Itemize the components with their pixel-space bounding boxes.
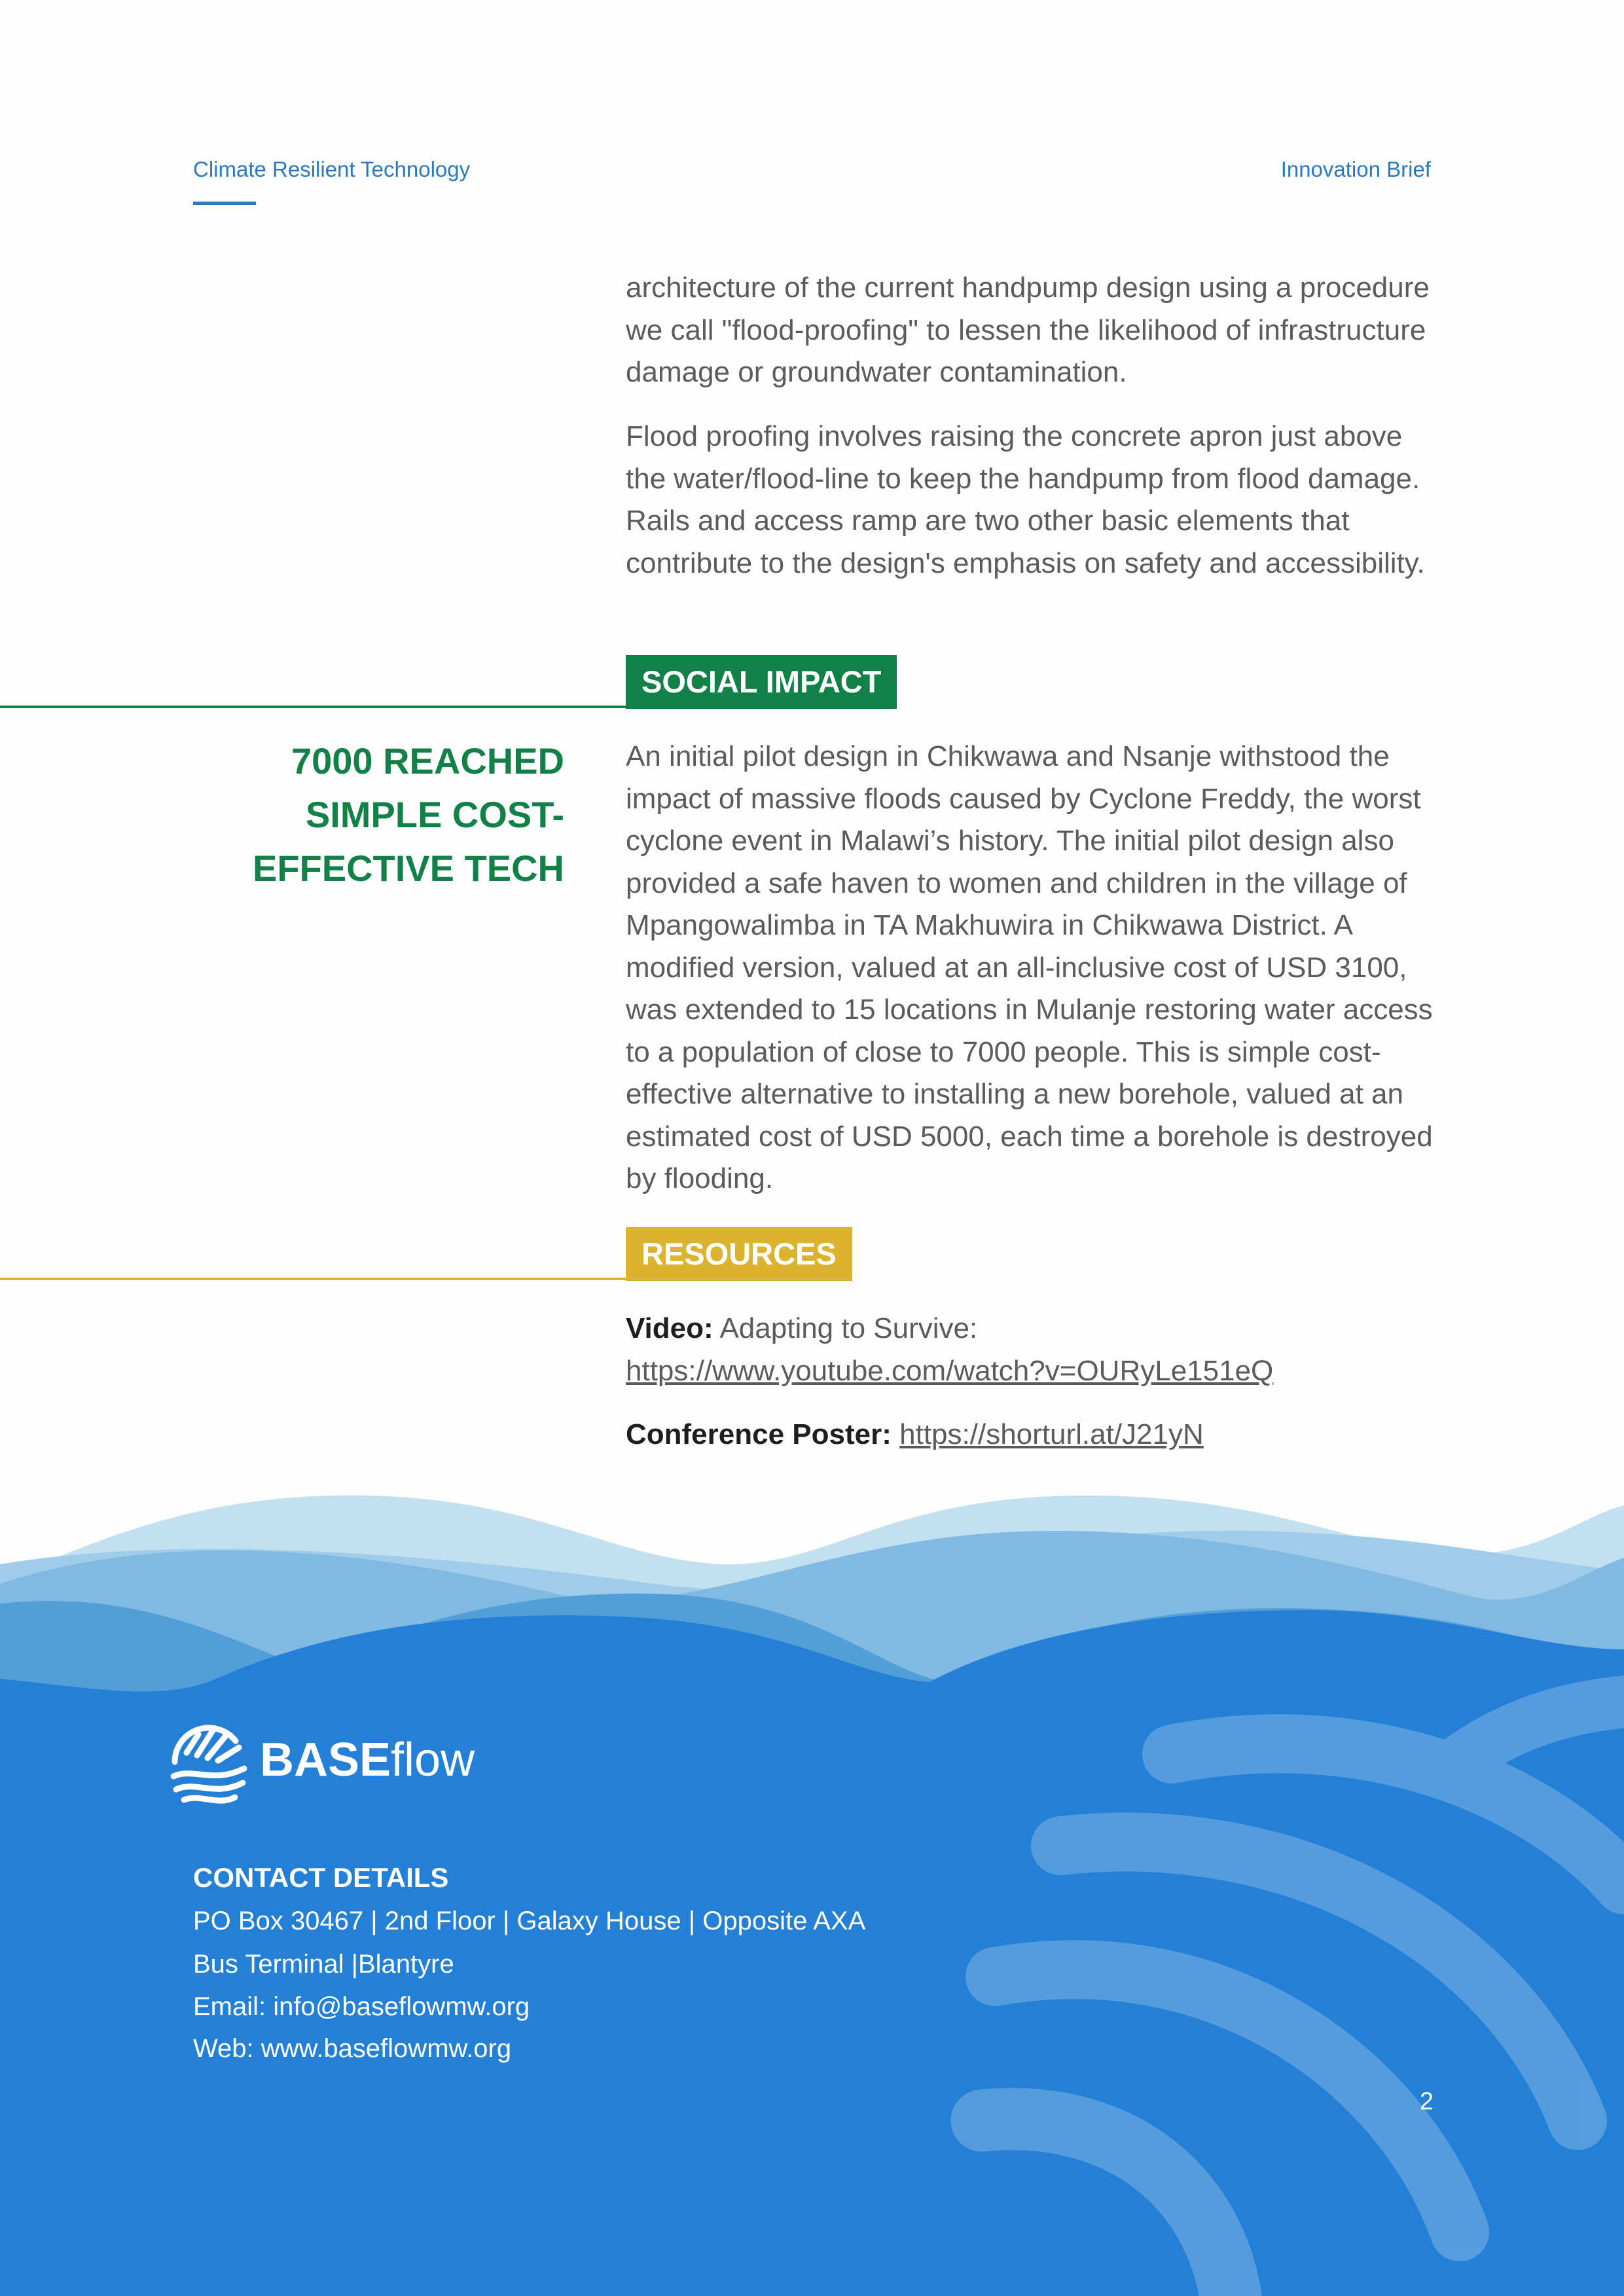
impact-callout: [131, 734, 564, 895]
poster-resource: [626, 1414, 1434, 1456]
body-paragraph-2: Flood proofing involves raising the concrete apron just above the water/flood-line to keep the handpump from flood damage. Rails and access ramp are two other basic elements that contribute to the design's emphasis on safety and accessibility.: [626, 420, 1425, 579]
video-resource: [626, 1308, 1434, 1392]
address-line-1: PO Box 30467 | 2nd Floor | Galaxy House | Opposite AXA: [193, 1907, 866, 1935]
resources-rule: [0, 1278, 681, 1280]
video-label: Video:: [626, 1312, 713, 1344]
body-paragraph-1: architecture of the current handpump design using a procedure we call "flood-proofing" to lessen the likelihood of infrastructure damage or groundwater contamination.: [626, 272, 1430, 388]
poster-label: Conference Poster:: [626, 1418, 892, 1450]
running-header-right: Innovation Brief: [1280, 157, 1431, 181]
brand-light: flow: [391, 1734, 475, 1786]
address-line-2: Bus Terminal |Blantyre: [193, 1950, 454, 1979]
impact-callout-line-1: 7000 REACHED: [291, 740, 564, 781]
resources-tag: RESOURCES: [626, 1227, 852, 1281]
social-impact-tag: SOCIAL IMPACT: [626, 655, 897, 709]
video-link[interactable]: https://www.youtube.com/watch?v=OURyLe151eQ: [626, 1354, 1274, 1387]
poster-link[interactable]: https://shorturl.at/J21yN: [899, 1418, 1204, 1450]
header-rule: [193, 202, 256, 205]
running-header-left: Climate Resilient Technology: [193, 157, 471, 181]
video-title: Adapting to Survive:: [719, 1312, 978, 1344]
page-number: 2: [1419, 2088, 1434, 2115]
baseflow-logo-icon: [167, 1721, 252, 1806]
impact-callout-line-3: EFFECTIVE TECH: [252, 848, 564, 889]
social-impact-text: An initial pilot design in Chikwawa and Nsanje withstood the impact of massive floods caused by Cyclone Freddy, the worst cyclone event in Malawi’s history. The initial pilot design also provided a safe haven to women and children in the village of Mpangowalimba in TA Makhuwira in Chikwawa District. A modified version, valued at an all-inclusive cost of USD 3100, was extended to 15 locations in Mulanje restoring water access to a population of close to 7000 people. This is simple cost-effective alternative to installing a new borehole, valued at an estimated cost of USD 5000, each time a borehole is destroyed by flooding.: [626, 740, 1433, 1194]
contact-heading: CONTACT DETAILS: [193, 1862, 449, 1893]
web-line[interactable]: Web: www.baseflowmw.org: [193, 2034, 512, 2063]
social-impact-rule: [0, 706, 681, 708]
email-line[interactable]: Email: info@baseflowmw.org: [193, 1992, 530, 2021]
brand-bold: BASE: [260, 1734, 391, 1786]
impact-callout-line-2: SIMPLE COST-: [305, 794, 564, 835]
brand-wordmark: [260, 1733, 475, 1787]
